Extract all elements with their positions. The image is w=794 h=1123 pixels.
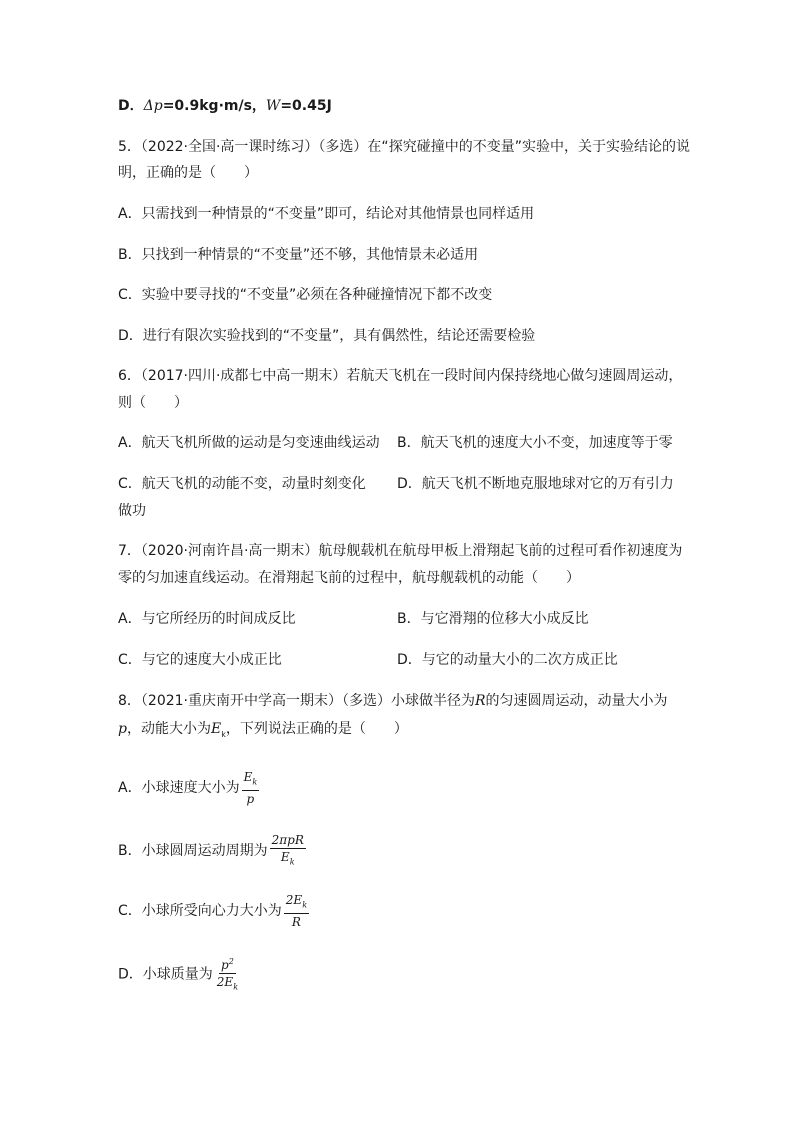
q7-option-c: C．与它的速度大小成正比	[118, 652, 282, 668]
q6-option-d-cont: 做功	[118, 503, 146, 519]
q6-stem-line2: 则（ ）	[118, 395, 188, 411]
q6-stem-line1: 6．（2017·四川·成都七中高一期末）若航天飞机在一段时间内保持绕地心做匀速圆周运动，	[118, 368, 683, 384]
q6-option-a: A．航天飞机所做的运动是匀变速曲线运动	[118, 435, 380, 451]
q6-option-b: B．航天飞机的速度大小不变，加速度等于零	[397, 435, 673, 451]
q5-option-b: B．只找到一种情景的“不变量”还不够，其他情景未必适用	[118, 247, 479, 263]
fraction-ek-over-p: $\frac{E_k}{p}$	[243, 770, 258, 807]
q8-option-b: B．小球圆周运动周期为 $\frac{\text{2πpR}}{E_k}$	[118, 833, 306, 869]
q7-option-d: D．与它的动量大小的二次方成正比	[397, 652, 618, 668]
q6-option-c: C．航天飞机的动能不变，动量时刻变化	[118, 476, 366, 492]
radius-symbol: R	[475, 693, 486, 709]
q5-option-c: C．实验中要寻找的“不变量”必须在各种碰撞情况下都不改变	[118, 287, 493, 303]
q4-option-d: D．Δp=0.9kg·m/s，W=0.45J	[118, 98, 332, 114]
q5-stem-line1: 5．（2022·全国·高一课时练习）（多选）在“探究碰撞中的不变量”实验中，关于实验结论的说	[118, 139, 690, 155]
momentum-symbol: p	[118, 721, 127, 737]
q7-stem-line2: 零的匀加速直线运动。在滑翔起飞前的过程中，航母舰载机的动能（ ）	[118, 570, 580, 586]
q7-option-a: A．与它所经历的时间成反比	[118, 611, 296, 627]
q7-stem-line1: 7．（2020·河南许昌·高一期末）航母舰载机在航母甲板上滑翔起飞前的过程可看作初速度为	[118, 543, 683, 559]
q8-stem-line2: p，动能大小为$E_k$，下列说法正确的是（ ）	[118, 721, 408, 739]
q5-option-a: A．只需找到一种情景的“不变量”即可，结论对其他情景也同样适用	[118, 206, 535, 222]
q8-option-a: A．小球速度大小为 $\frac{E_k}{p}$	[118, 770, 258, 807]
fraction-2ek-over-r: $\frac{2E_k}{R}$	[285, 893, 308, 930]
q6-option-d: D．航天飞机不断地克服地球对它的万有引力	[397, 476, 674, 492]
q8-option-c: C．小球所受向心力大小为 $\frac{2E_k}{R}$	[118, 893, 308, 930]
fraction-2pipr-over-ek: $\frac{\text{2πpR}}{E_k}$	[271, 833, 304, 867]
q5-stem-line2: 明，正确的是（ ）	[118, 165, 258, 181]
q7-option-b: B．与它滑翔的位移大小成反比	[397, 611, 589, 627]
kinetic-energy-symbol: E	[210, 721, 222, 737]
q5-option-d: D．进行有限次实验找到的“不变量”，具有偶然性，结论还需要检验	[118, 328, 536, 344]
q8-option-d: D．小球质量为 $\frac{p^2}{2E_k}$	[118, 955, 240, 994]
delta-p-symbol: Δp	[143, 98, 163, 114]
q8-stem-line1: 8．（2021·重庆南开中学高一期末）（多选）小球做半径为R的匀速圆周运动，动量大小为	[118, 693, 668, 709]
work-symbol: W	[265, 98, 281, 114]
fraction-p2-over-2ek: $\frac{p^2}{2E_k}$	[216, 957, 239, 992]
